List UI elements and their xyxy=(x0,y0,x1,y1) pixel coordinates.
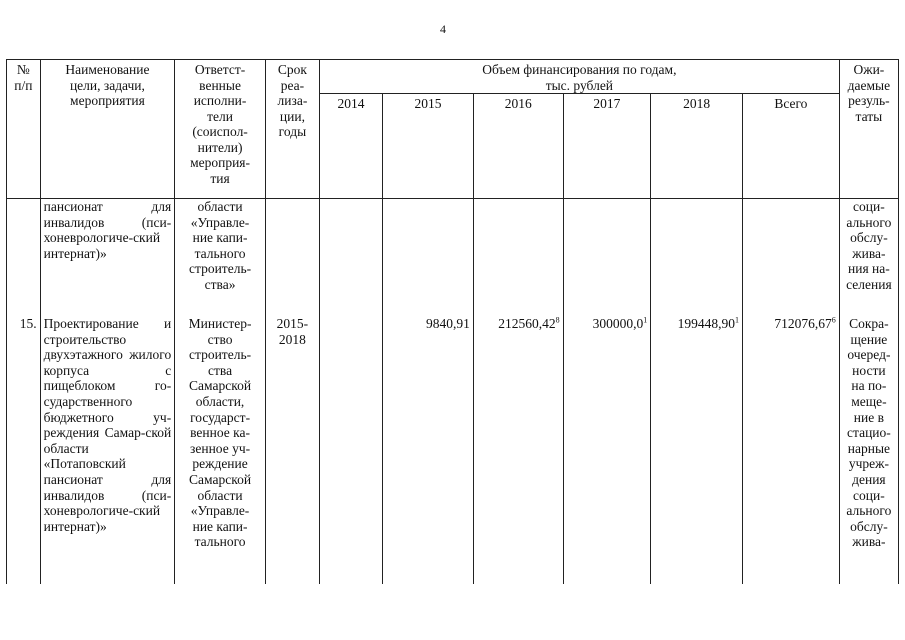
row-15-2015 xyxy=(383,316,474,584)
table-header-row xyxy=(7,60,899,94)
row-15-2016-footnote: 8 xyxy=(555,315,560,325)
header-year-2016: 2016 xyxy=(473,94,563,199)
row-15-2017-footnote: 1 xyxy=(643,315,648,325)
row-15-2018-footnote: 1 xyxy=(734,315,739,325)
row-15-result: Сокра- щение очеред- ности на по- меще- ние в стацио- нарные учреж- дения соци- ального обслу- жива- xyxy=(839,316,898,584)
cont-responsible: области «Управле- ние капи- тального строитель- ства» xyxy=(175,199,266,303)
row-15-number: 15. xyxy=(7,316,41,584)
header-number: № п/п xyxy=(7,60,41,199)
header-year-2015: 2015 xyxy=(383,94,474,199)
table-row-gap xyxy=(7,302,899,316)
table-row xyxy=(7,199,899,303)
row-15-responsible: Министер- ство строитель- ства Самарской области, государст- венное ка- зенное уч- реждение Самарской области «Управле- ние капи- тального xyxy=(175,316,266,584)
header-year-2017: 2017 xyxy=(563,94,651,199)
financing-table xyxy=(6,59,899,584)
row-15-total-value: 712076,67 xyxy=(774,316,832,331)
row-15-total xyxy=(742,316,839,584)
table-row xyxy=(7,316,899,584)
header-year-2018: 2018 xyxy=(651,94,743,199)
header-year-2014: 2014 xyxy=(319,94,382,199)
cont-total xyxy=(742,199,839,303)
cont-2015 xyxy=(383,199,474,303)
cont-2017 xyxy=(563,199,651,303)
header-name: Наименование цели, задачи, мероприятия xyxy=(40,60,175,199)
row-15-2014 xyxy=(319,316,382,584)
header-responsible: Ответст- венные исполни- тели (соиспол- нители) мероприя- тия xyxy=(175,60,266,199)
page-number: 4 xyxy=(440,22,446,36)
row-15-2018-value: 199448,90 xyxy=(677,316,735,331)
row-15-name: Проектирование и строительство двухэтажного жилого корпуса с пищеблоком го-сударственного бюджетного уч-реждения Самар-ской области «Потаповский пансионат для инвалидов (пси-хоневрологиче-ский интернат)» xyxy=(40,316,175,584)
header-year-total: Всего xyxy=(742,94,839,199)
row-15-2017 xyxy=(563,316,651,584)
header-results: Ожи- даемые резуль- таты xyxy=(839,60,898,199)
cont-2018 xyxy=(651,199,743,303)
header-term: Срок реа- лиза- ции, годы xyxy=(265,60,319,199)
row-15-2016-value: 212560,42 xyxy=(498,316,556,331)
cont-result: соци- ального обслу- жива- ния на- селения xyxy=(839,199,898,303)
row-15-term: 2015- 2018 xyxy=(265,316,319,584)
row-15-total-footnote: 6 xyxy=(831,315,836,325)
row-15-2016 xyxy=(473,316,563,584)
row-15-2017-value: 300000,0 xyxy=(592,316,644,331)
row-15-2015-value: 9840,91 xyxy=(425,316,470,331)
header-financing-group: Объем финансирования по годам, тыс. рублей xyxy=(319,60,839,94)
cont-2016 xyxy=(473,199,563,303)
cont-2014 xyxy=(319,199,382,303)
cont-num xyxy=(7,199,41,303)
row-15-2018 xyxy=(651,316,743,584)
cont-name: пансионат для инвалидов (пси-хоневрологиче-ский интернат)» xyxy=(40,199,175,303)
cont-term xyxy=(265,199,319,303)
